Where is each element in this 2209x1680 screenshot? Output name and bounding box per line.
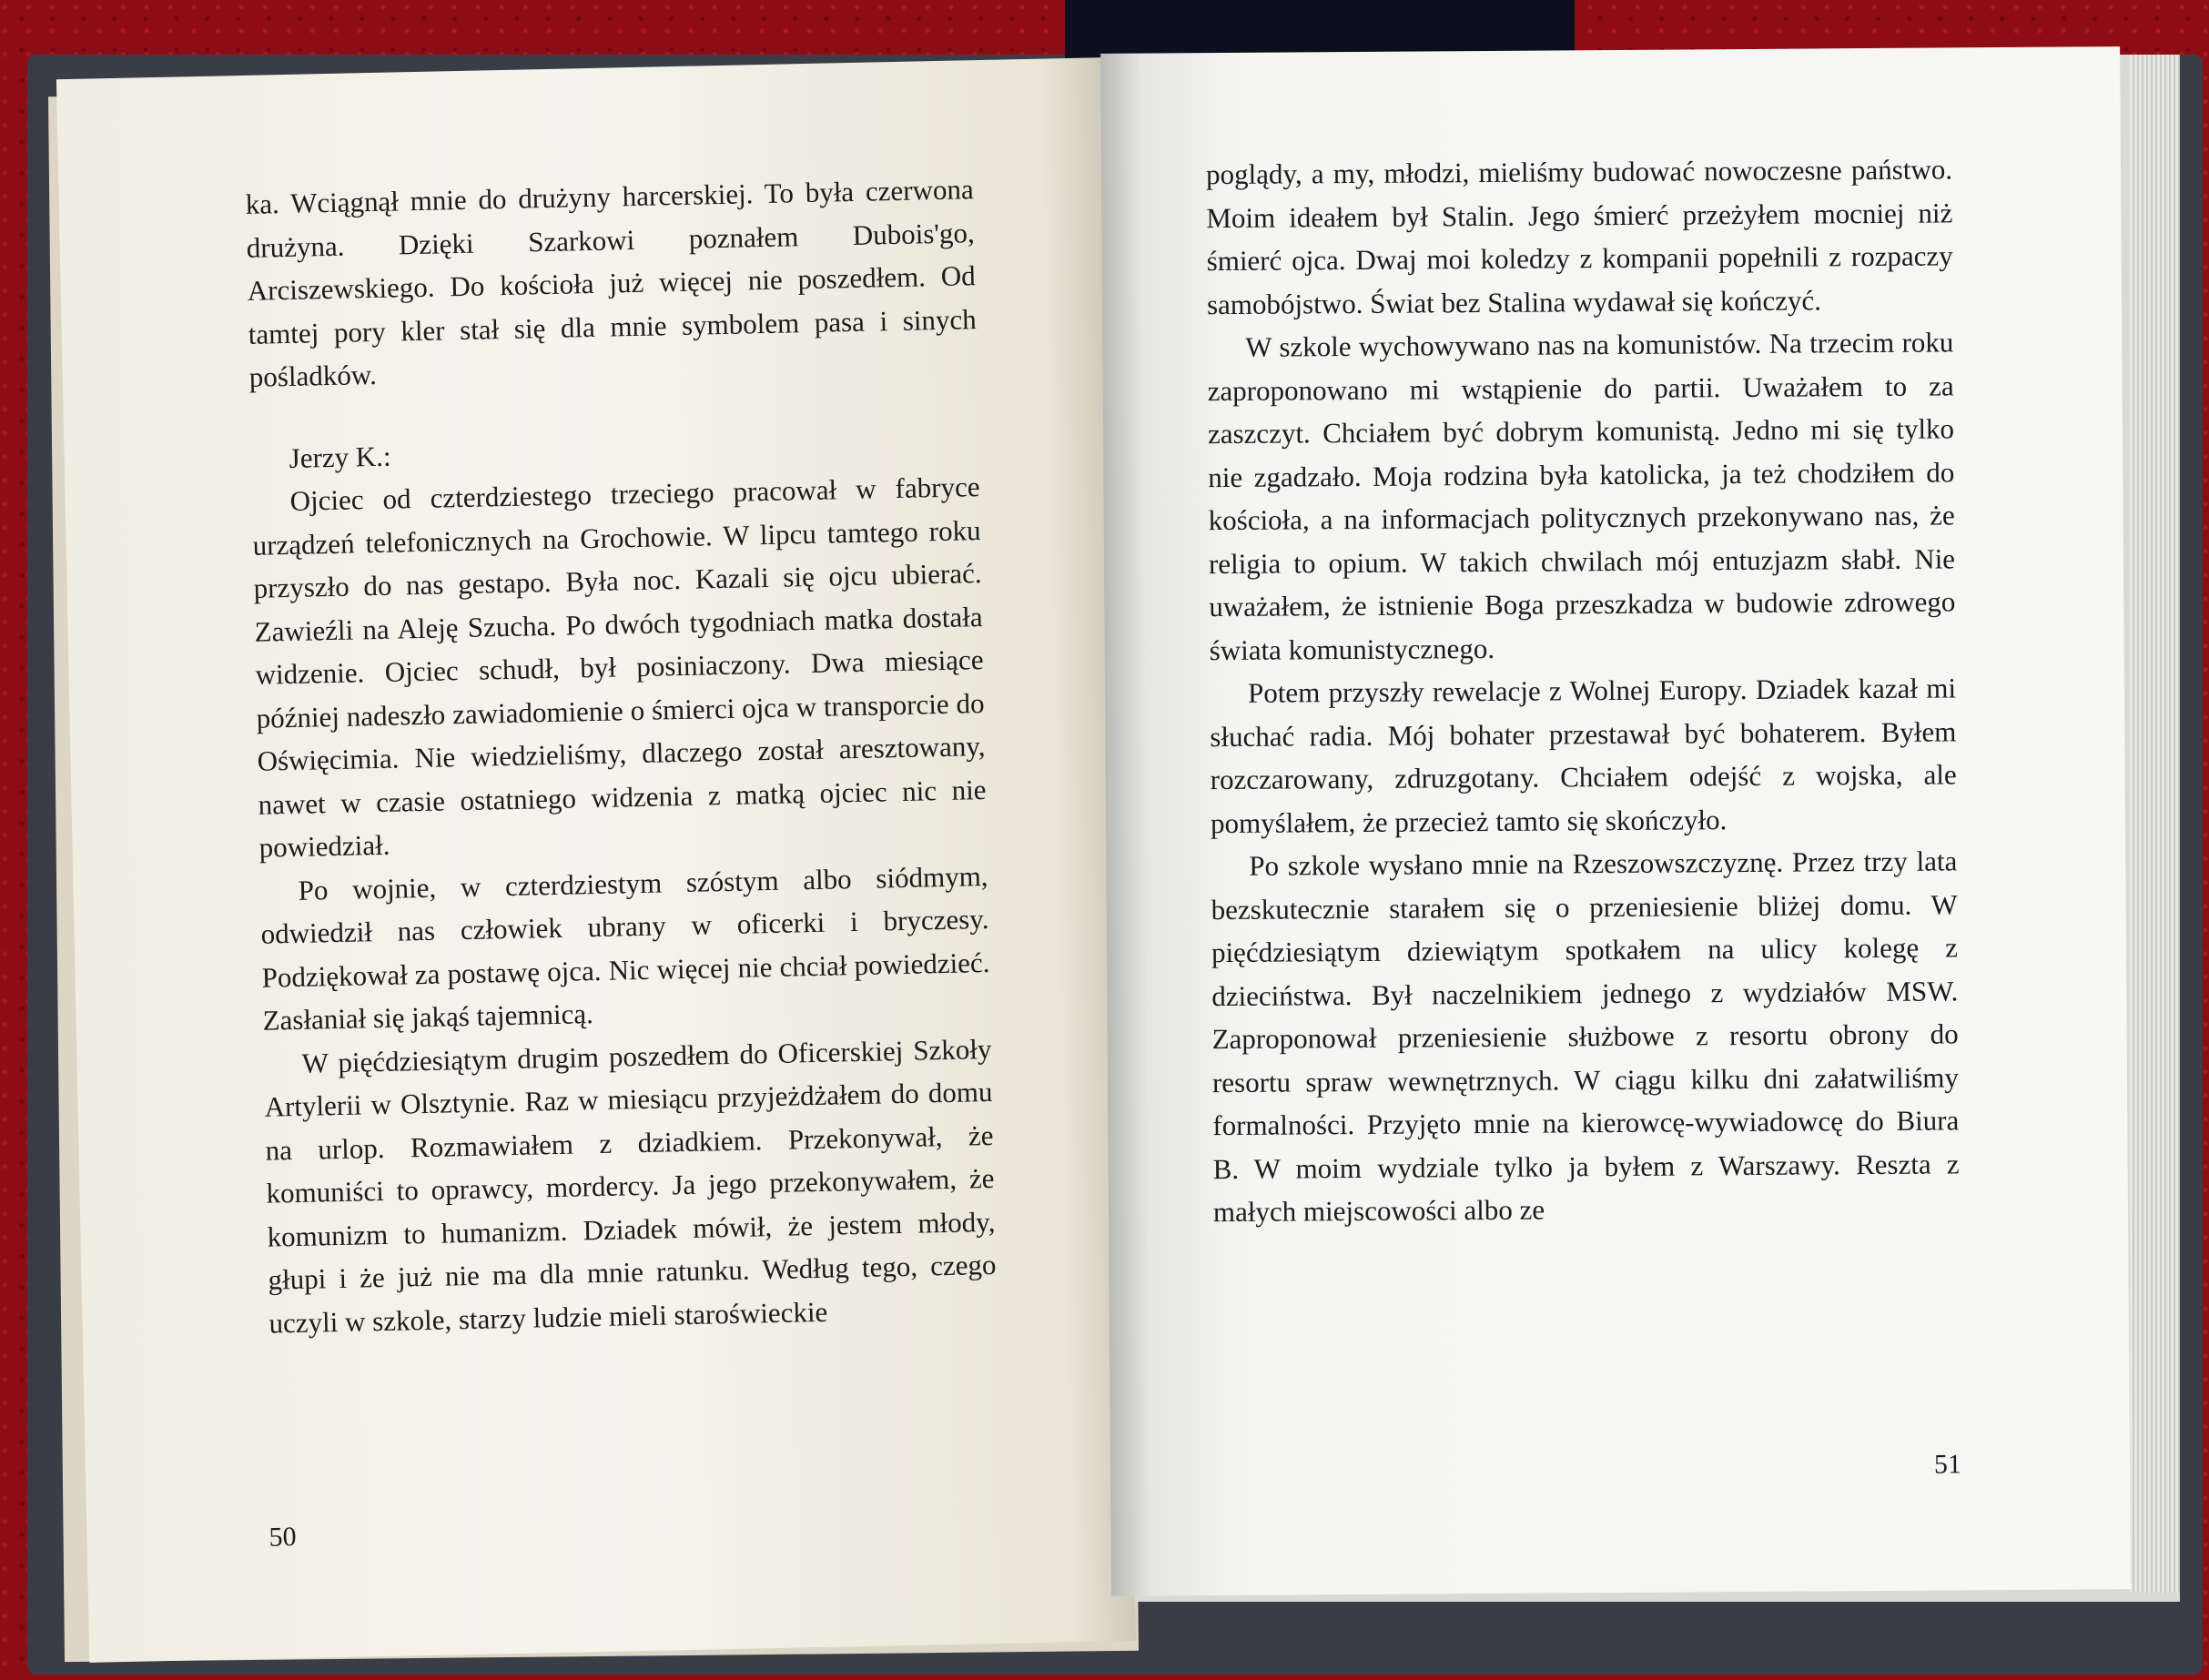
paragraph: Po wojnie, w czterdziestym szóstym albo siódmym, odwiedził nas człowiek ubrany w oficerki i bryczesy. Podziękował za postawę ojca. Nic więcej nie chciał powiedzieć. Zasłaniał się jakąś tajemnicą. [260, 859, 990, 1037]
paragraph: poglądy, a my, młodzi, mieliśmy budować nowoczesne państwo. Moim ideałem był Stalin. Jego śmierć przeżyłem mocniej niż śmierć ojca. Dwaj moi koledzy z kompanii popełnili z rozpaczy samobójstwo. Świat bez Stalina wydawał się kończyć. [1205, 153, 1953, 320]
paragraph: Potem przyszły rewelacje z Wolnej Europy. Dziadek kazał mi słuchać radia. Mój bohater przestawał być bohaterem. Byłem rozczarowany, zdruzgotany. Chciałem odejść z wojska, ale pomyślałem, że przecież tamto się skończyło. [1210, 672, 1957, 839]
page-number: 51 [1933, 1449, 1962, 1480]
page-number: 50 [269, 1522, 297, 1553]
left-page-text [245, 167, 998, 1344]
right-page-text [1206, 147, 1960, 1233]
paragraph: Ojciec od czterdziestego trzeciego pracował w fabryce urządzeń telefonicznych na Grochowie. W lipcu tamtego roku przyszło do nas gestapo. Była noc. Kazali się ojcu ubierać. Zawieźli na Aleję Szucha. Po dwóch tygodniach matka dostała widzenie. Ojciec schudł, był posiniaczony. Dwa miesiące później nadeszło zawiadomienie o śmierci ojca w transporcie do Oświęcimia. Nie wiedzieliśmy, dlaczego został aresztowany, nawet w czasie ostatniego widzenia z matką ojciec nic nie powiedział. [252, 471, 987, 864]
paragraph: Po szkole wysłano mnie na Rzeszowszczyznę. Przez trzy lata bezskutecznie starałem się o przeniesienie bliżej domu. W pięćdziesiątym dziewiątym spotkałem na ulicy kolegę z dzieciństwa. Był naczelnikiem jednego z wydziałów MSW. Zaproponował przeniesienie służbowe z resortu obrony do resortu spraw wewnętrznych. W ciągu kilku dni załatwiliśmy formalności. Przyjęto mnie na kierowcę-wywiadowcę do Biura B. W moim wydziale tylko ja byłem z Warszawy. Reszta z małych miejscowości albo ze [1211, 845, 1960, 1229]
fore-edge [2130, 55, 2180, 1593]
paragraph: W pięćdziesiątym drugim poszedłem do Oficerskiej Szkoły Artylerii w Olsztynie. Raz w miesiącu przyjeżdżałem do domu na urlop. Rozmawiałem z dziadkiem. Przekonywał, że komuniści to oprawcy, mordercy. Ja jego przekonywałem, że komunizm to humanizm. Dziadek mówił, że jestem młody, głupi i że już nie ma dla mnie ratunku. Według tego, czego uczyli w szkole, starzy ludzie mieli staroświeckie [264, 1032, 997, 1340]
right-page [1100, 46, 2131, 1596]
paragraph: W szkole wychowywano nas na komunistów. Na trzecim roku zaproponowano mi wstąpienie do partii. Uważałem to za zaszczyt. Chciałem być dobrym komunistą. Jedno mi się tylko nie zgadzało. Moja rodzina była katolicka, ja też chodziłem do kościoła, a na informacjach politycznych przekonywano nas, że religia to opium. W takich chwilach mój entuzjazm słabł. Nie uważałem, że istnienie Boga przeszkadza w budowie zdrowego świata komunistycznego. [1207, 326, 1956, 666]
speaker-label: Jerzy K.: [289, 440, 391, 474]
paragraph: ka. Wciągnął mnie do drużyny harcerskiej. To była czerwona drużyna. Dzięki Szarkowi poznałem Dubois'go, Arciszewskiego. Do kościoła już więcej nie poszedłem. Od tamtej pory kler stał się dla mnie symbolem pasa i sinych pośladków. [245, 173, 977, 393]
left-page [56, 57, 1136, 1663]
